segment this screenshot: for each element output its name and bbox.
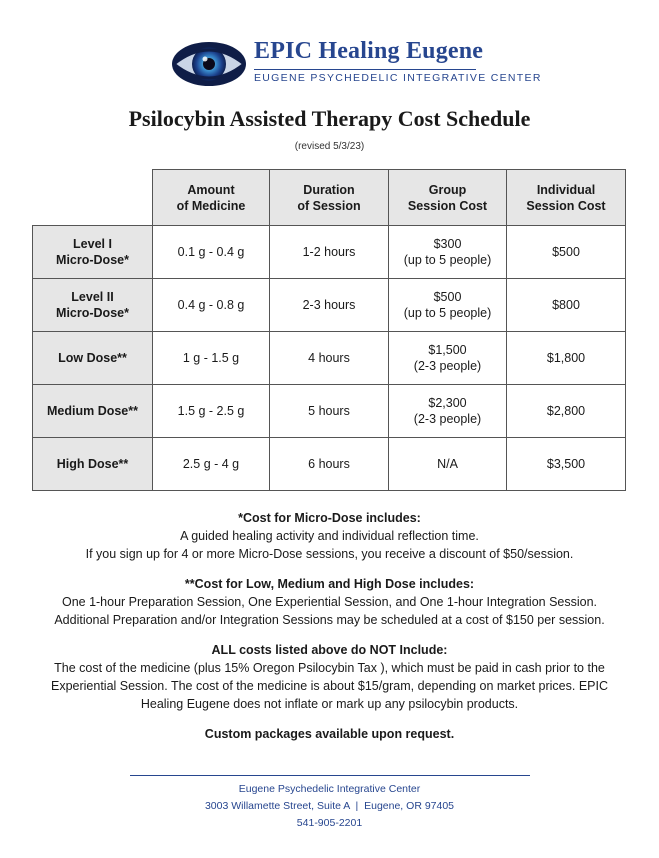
duration-cell: 2-3 hours [270,279,389,332]
header-line: of Session [297,198,361,213]
cost-schedule-table [32,169,626,491]
group-cost-cell [389,385,507,438]
amount-cell: 1.5 g - 2.5 g [153,385,270,438]
table-header-row [33,170,626,226]
row-label-line: Micro-Dose* [56,306,129,320]
note-line: Experiential Session. The cost of the medicine is about $15/gram, depending on market prices. EPIC [50,679,609,693]
group-cost-cell [389,438,507,491]
group-price: N/A [437,457,458,471]
page-title: Psilocybin Assisted Therapy Cost Schedule [128,106,531,131]
individual-cost-cell: $1,800 [507,332,626,385]
group-price: $1,500 [428,343,467,357]
individual-cost-cell: $3,500 [507,438,626,491]
row-label [33,332,153,385]
header-amount [153,170,270,226]
individual-cost-cell: $2,800 [507,385,626,438]
duration-cell: 4 hours [270,332,389,385]
amount-cell: 0.1 g - 0.4 g [153,226,270,279]
header-line: Session Cost [407,198,488,213]
brand-divider [254,69,476,70]
row-label [33,279,153,332]
header-line: Duration [303,182,355,197]
table-row [33,279,626,332]
footer-phone: 541-905-2201 [296,817,363,829]
duration-cell: 6 hours [270,438,389,491]
note-line: A guided healing activity and individual reflection time. [180,529,479,543]
custom-packages-note: Custom packages available upon request. [204,727,455,741]
table-row [33,332,626,385]
brand-name: EPIC Healing Eugene [254,38,484,64]
row-label [33,438,153,491]
group-cost-cell [389,226,507,279]
table-row [33,385,626,438]
header-line: Session Cost [526,198,606,213]
header-duration [270,170,389,226]
footer-org: Eugene Psychedelic Integrative Center [238,783,421,795]
eye-logo-icon [170,38,248,90]
note-line: One 1-hour Preparation Session, One Experiential Session, and One 1-hour Integration Session. [61,595,598,609]
footer [0,781,659,832]
revised-date: (revised 5/3/23) [294,141,365,152]
header-group-cost [389,170,507,226]
note-line: Additional Preparation and/or Integration Sessions may be scheduled at a cost of $150 per session. [54,613,605,627]
group-size: (up to 5 people) [403,253,492,267]
amount-cell: 0.4 g - 0.8 g [153,279,270,332]
individual-cost-cell: $500 [507,226,626,279]
exclusions-heading: ALL costs listed above do NOT Include: [211,643,448,657]
row-label-line: Micro-Dose* [56,253,129,267]
group-cost-cell [389,332,507,385]
logo [170,36,542,92]
row-label [33,385,153,438]
header-individual-cost [507,170,626,226]
header-line: Group [428,182,467,197]
note-line: Healing Eugene does not inflate or mark up any psilocybin products. [140,697,519,711]
header-line: Individual [536,182,596,197]
row-label-line: Level II [71,290,114,304]
group-size: (2-3 people) [413,412,482,426]
individual-cost-cell: $800 [507,279,626,332]
note-line: The cost of the medicine (plus 15% Oregon Psilocybin Tax ), which must be paid in cash prior to the [54,661,605,675]
amount-cell: 1 g - 1.5 g [153,332,270,385]
footer-divider [130,775,530,776]
notes-section [0,509,659,743]
note-line: If you sign up for 4 or more Micro-Dose sessions, you receive a discount of $50/session. [85,547,574,561]
dose-note-heading: **Cost for Low, Medium and High Dose includes: [184,577,475,591]
header-blank-cell [33,170,153,226]
group-size: (up to 5 people) [403,306,492,320]
group-cost-cell [389,279,507,332]
row-label-line: Medium Dose** [47,404,138,418]
footer-address: 3003 Willamette Street, Suite A | Eugene, OR 97405 [204,800,455,812]
row-label-line: High Dose** [56,457,129,471]
group-price: $500 [433,290,462,304]
amount-cell: 2.5 g - 4 g [153,438,270,491]
header-line: of Medicine [176,198,246,213]
table-row [33,226,626,279]
row-label [33,226,153,279]
table-row [33,438,626,491]
duration-cell: 1-2 hours [270,226,389,279]
brand-tagline: EUGENE PSYCHEDELIC INTEGRATIVE CENTER [254,72,542,84]
row-label-line: Level I [73,237,112,251]
header-line: Amount [187,182,235,197]
duration-cell: 5 hours [270,385,389,438]
micro-dose-note-heading: *Cost for Micro-Dose includes: [238,511,421,525]
group-price: $2,300 [428,396,467,410]
group-size: (2-3 people) [413,359,482,373]
row-label-line: Low Dose** [58,351,127,365]
group-price: $300 [433,237,462,251]
